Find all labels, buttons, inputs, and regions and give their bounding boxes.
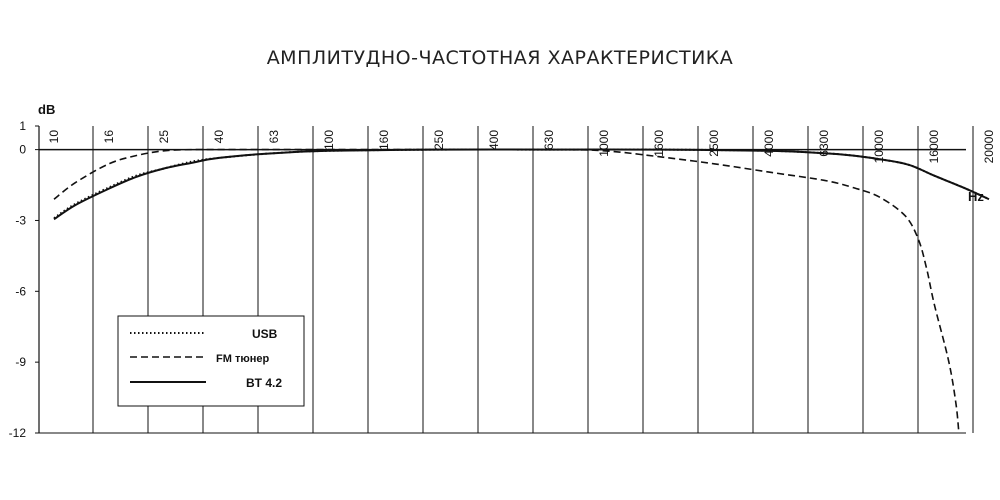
x-tick-label-1000: 1000 bbox=[597, 130, 611, 157]
x-tick-label-10000: 10000 bbox=[872, 130, 886, 164]
x-tick-label-1600: 1600 bbox=[652, 130, 666, 157]
x-tick-label-20000: 20000 bbox=[982, 130, 996, 164]
x-tick-label-63: 63 bbox=[267, 130, 281, 144]
x-axis-unit: Hz bbox=[968, 189, 984, 204]
legend-label-fm: FM тюнер bbox=[216, 353, 270, 365]
y-tick-label-0: 0 bbox=[19, 142, 26, 157]
series-line-usb bbox=[54, 150, 989, 219]
x-tick-label-40: 40 bbox=[212, 130, 226, 144]
x-tick-label-250: 250 bbox=[432, 130, 446, 151]
x-tick-label-630: 630 bbox=[542, 130, 556, 151]
x-tick-label-16: 16 bbox=[102, 130, 116, 144]
y-tick-label--3: -3 bbox=[15, 213, 26, 228]
x-tick-label-160: 160 bbox=[377, 130, 391, 151]
x-tick-labels bbox=[47, 130, 996, 164]
y-tick-label--9: -9 bbox=[15, 355, 26, 370]
x-tick-label-4000: 4000 bbox=[762, 130, 776, 157]
legend-label-bt: BT 4.2 bbox=[246, 376, 283, 390]
x-tick-label-6300: 6300 bbox=[817, 130, 831, 157]
x-tick-label-16000: 16000 bbox=[927, 130, 941, 164]
x-tick-label-100: 100 bbox=[322, 130, 336, 151]
x-tick-label-25: 25 bbox=[157, 130, 171, 144]
legend-label-usb: USB bbox=[252, 327, 278, 341]
series-line-bt-4-2 bbox=[54, 150, 989, 220]
y-axis-unit: dB bbox=[38, 102, 56, 117]
x-tick-label-400: 400 bbox=[487, 130, 501, 151]
y-tick-label-1: 1 bbox=[19, 119, 26, 133]
x-tick-label-2500: 2500 bbox=[707, 130, 721, 157]
legend bbox=[118, 316, 304, 406]
chart-title: АМПЛИТУДНО-ЧАСТОТНАЯ ХАРАКТЕРИСТИКА bbox=[266, 47, 734, 69]
x-tick-label-10: 10 bbox=[47, 130, 61, 144]
y-tick-label--6: -6 bbox=[15, 284, 26, 299]
y-tick-labels bbox=[9, 119, 27, 440]
y-tick-label--12: -12 bbox=[8, 426, 26, 440]
